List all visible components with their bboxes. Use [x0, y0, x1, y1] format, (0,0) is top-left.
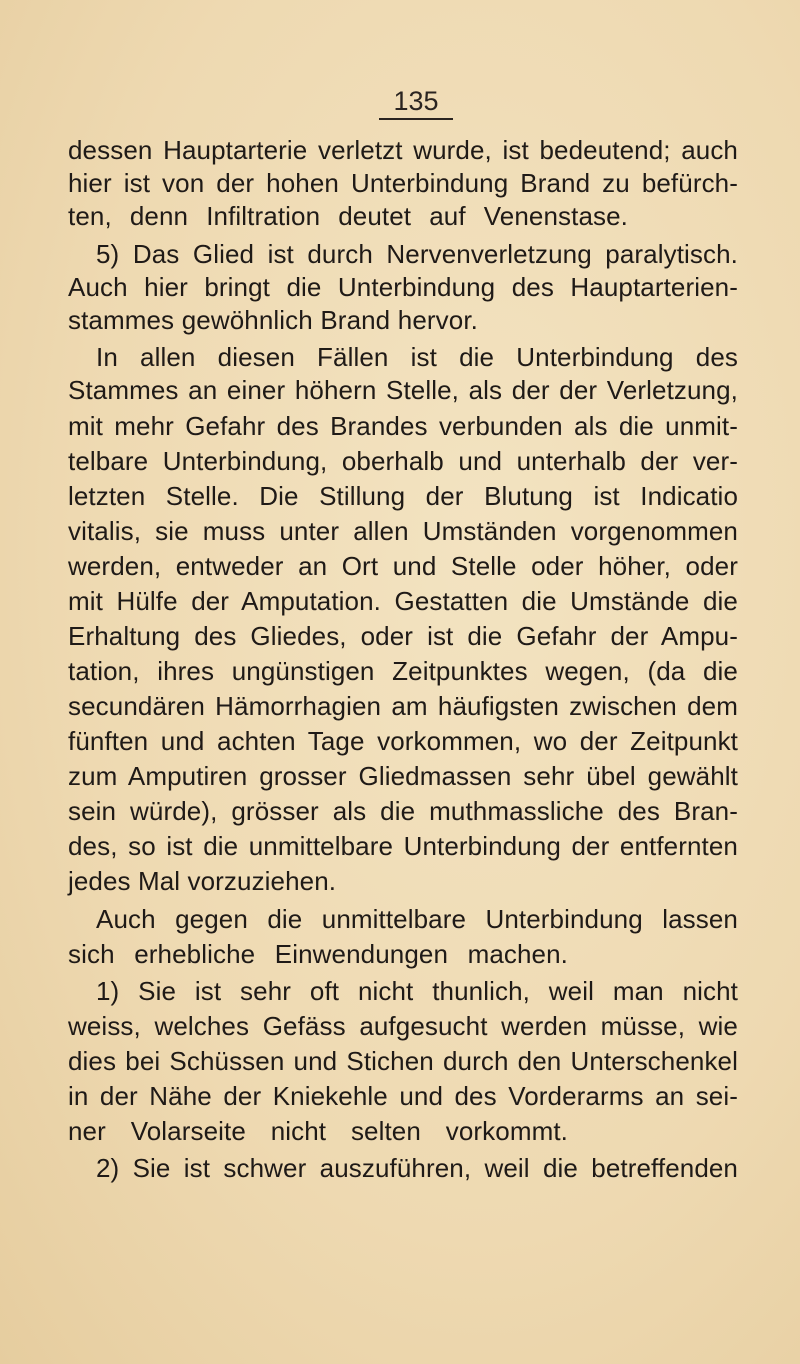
text-line: jedes Mal vorzuziehen. — [68, 866, 337, 896]
text-line: mit Hülfe der Amputation. Gestatten die Umstände die — [68, 586, 738, 616]
page-number — [0, 86, 800, 120]
text-line: Erhaltung des Gliedes, oder ist die Gefahr der Ampu- — [68, 621, 738, 651]
text-line: telbare Unterbindung, oberhalb und unterhalb der ver- — [68, 446, 738, 476]
text-line: ten, denn Infiltration deutet auf Venenstase. — [68, 201, 628, 231]
text-line: letzten Stelle. Die Stillung der Blutung ist Indicatio — [68, 481, 738, 511]
text-line: weiss, welches Gefäss aufgesucht werden müsse, wie — [68, 1011, 738, 1041]
text-line: in der Nähe der Kniekehle und des Vorderarms an sei- — [68, 1081, 738, 1111]
text-line: dies bei Schüssen und Stichen durch den Unterschenkel — [68, 1046, 738, 1076]
text-line: tation, ihres ungünstigen Zeitpunktes wegen, (da die — [68, 656, 738, 686]
text-line: Auch gegen die unmittelbare Unterbindung lassen — [96, 904, 738, 934]
text-line: ner Volarseite nicht selten vorkommt. — [68, 1116, 568, 1146]
text-line: 5) Das Glied ist durch Nervenverletzung paralytisch. — [96, 239, 738, 269]
text-line: zum Amputiren grosser Gliedmassen sehr übel gewählt — [68, 761, 738, 791]
text-line: sein würde), grösser als die muthmassliche des Bran- — [68, 796, 738, 826]
text-line: sich erhebliche Einwendungen machen. — [68, 939, 568, 969]
text-line: 1) Sie ist sehr oft nicht thunlich, weil man nicht — [96, 976, 738, 1006]
page-number-text: 135 — [379, 86, 452, 120]
text-line: des, so ist die unmittelbare Unterbindung der entfernten — [68, 831, 738, 861]
text-line: Auch hier bringt die Unterbindung des Hauptarterien- — [68, 272, 738, 302]
text-line: dessen Hauptarterie verletzt wurde, ist bedeutend; auch — [68, 135, 738, 165]
text-line: werden, entweder an Ort und Stelle oder höher, oder — [68, 551, 738, 581]
text-line: secundären Hämorrhagien am häufigsten zwischen dem — [68, 691, 738, 721]
text-line: stammes gewöhnlich Brand hervor. — [68, 305, 478, 335]
text-line: mit mehr Gefahr des Brandes verbunden als die unmit- — [68, 411, 738, 441]
text-line: vitalis, sie muss unter allen Umständen vorgenommen — [68, 516, 738, 546]
text-line: hier ist von der hohen Unterbindung Brand zu befürch- — [68, 168, 738, 198]
text-line: 2) Sie ist schwer auszuführen, weil die betreffenden — [96, 1153, 738, 1183]
text-line: In allen diesen Fällen ist die Unterbindung des — [96, 342, 738, 372]
text-line: Stammes an einer höhern Stelle, als der der Verletzung, — [68, 375, 738, 405]
text-line: fünften und achten Tage vorkommen, wo der Zeitpunkt — [68, 726, 738, 756]
